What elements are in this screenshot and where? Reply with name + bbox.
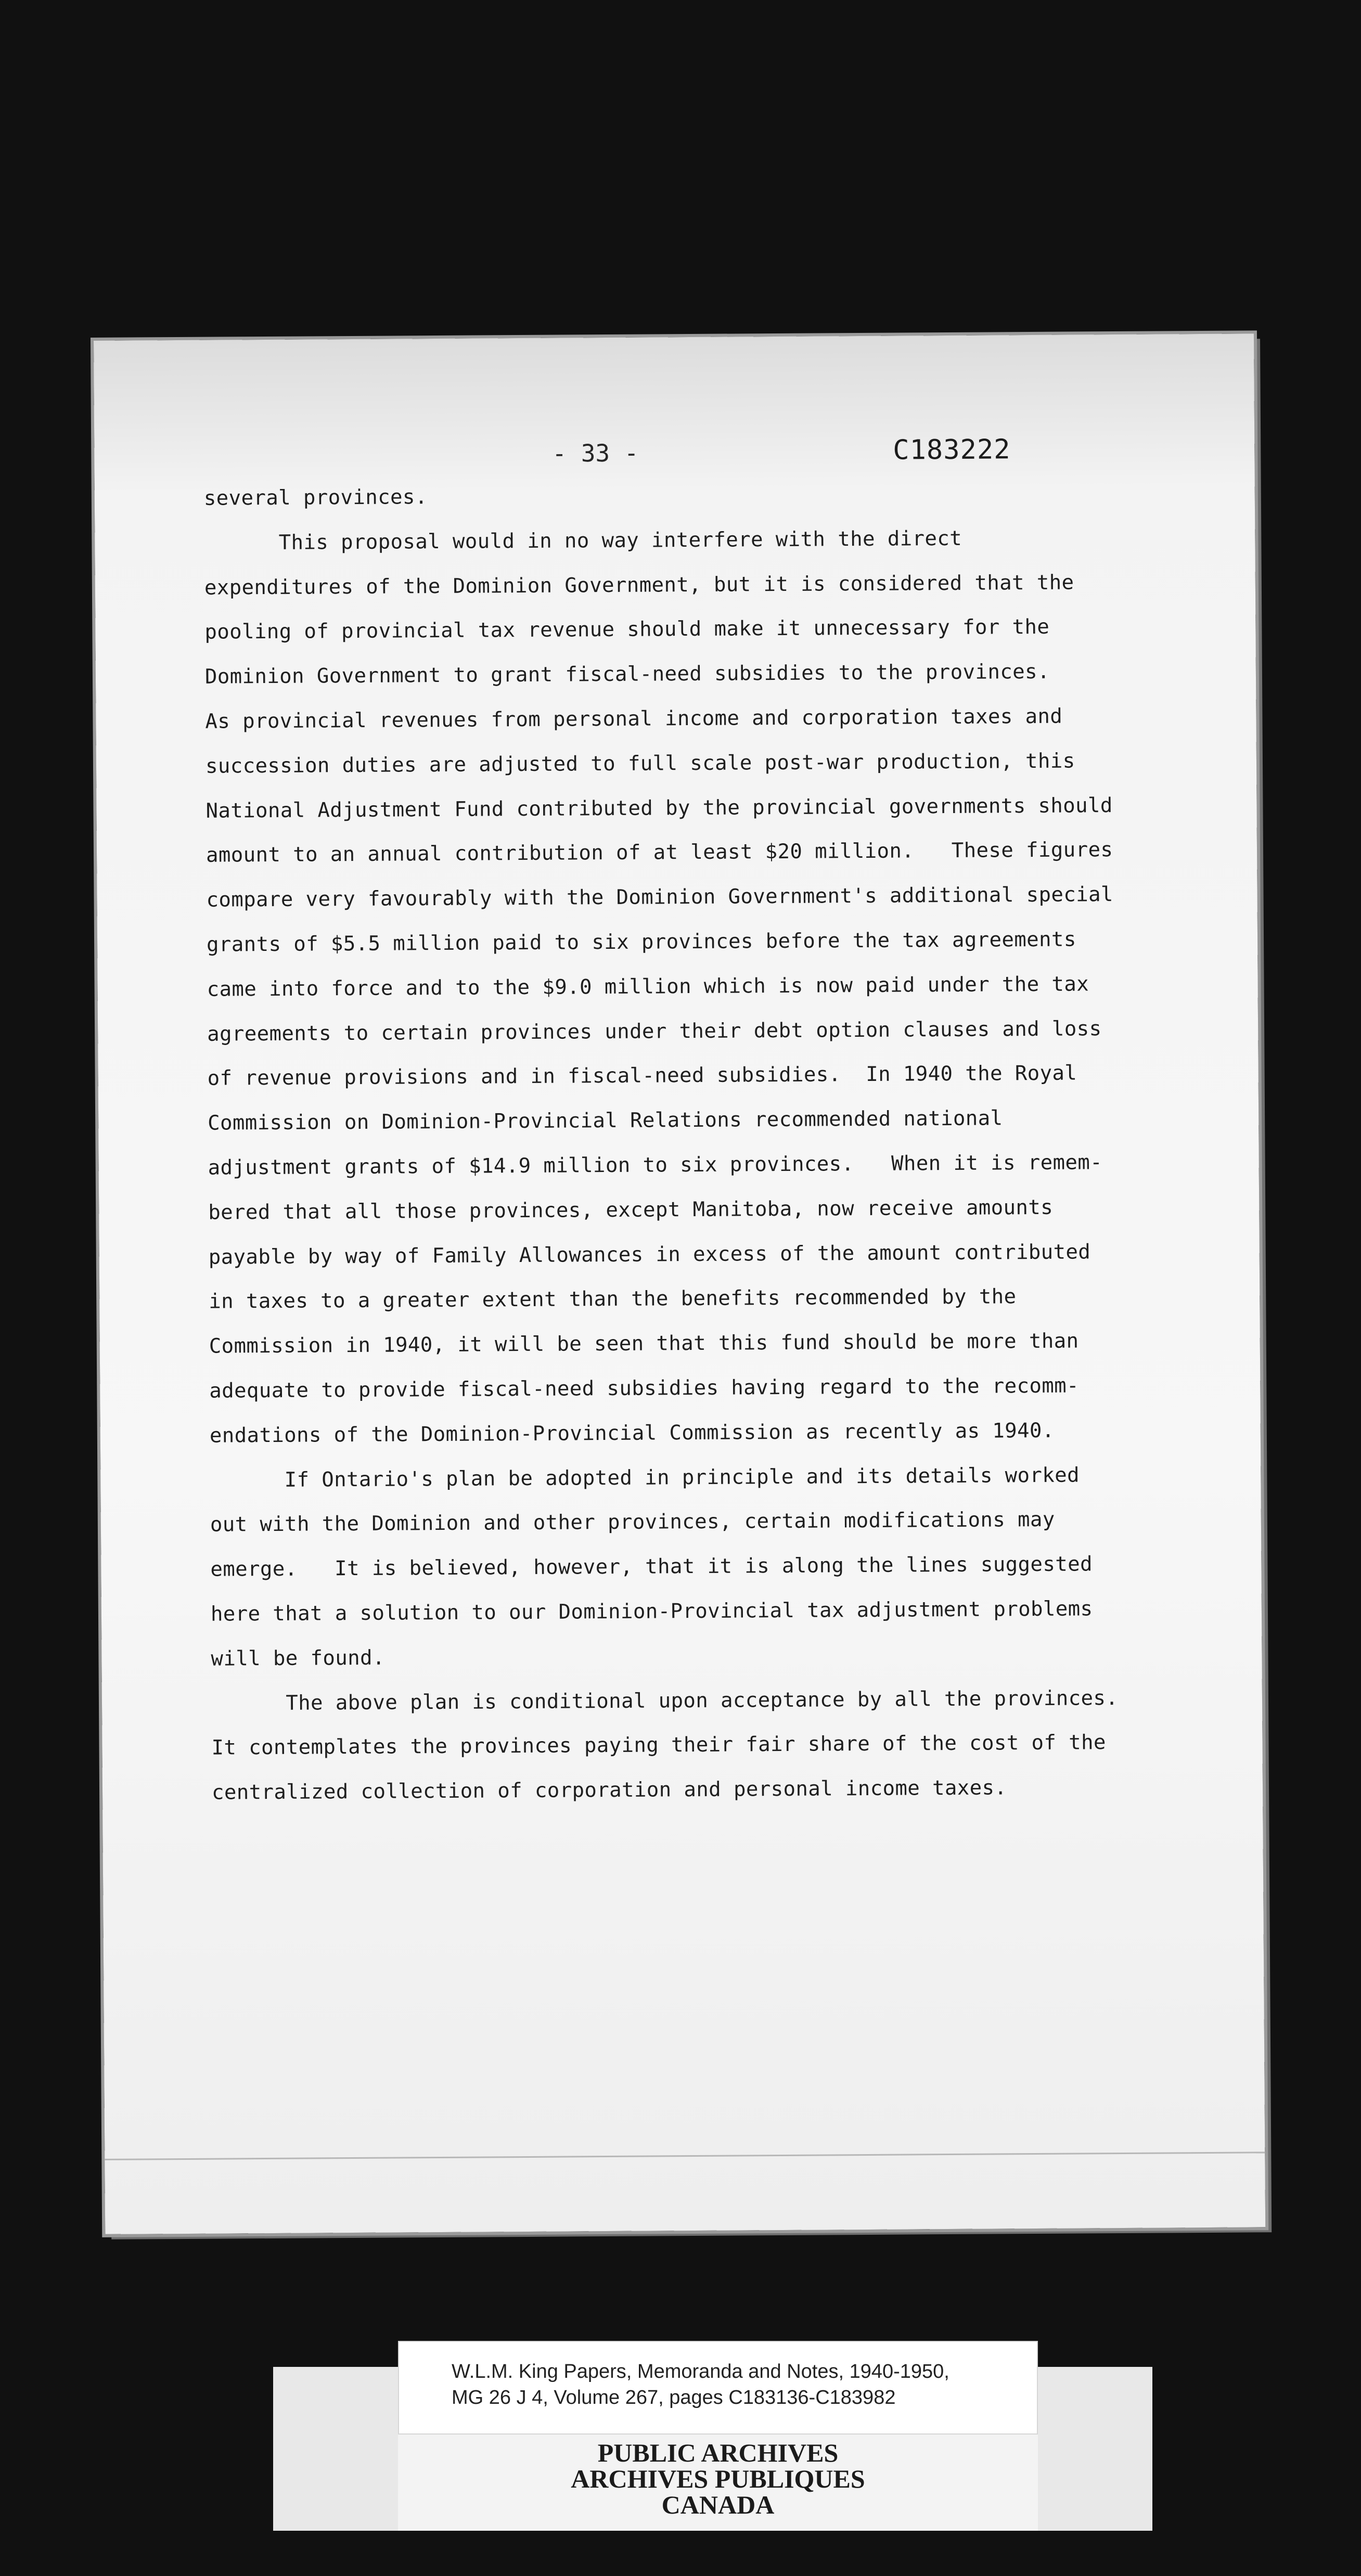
text-line: bered that all those provinces, except Manitoba, now receive amounts [208,1195,1054,1225]
text-line: National Adjustment Fund contributed by the provincial governments should [206,793,1113,823]
typed-memo-page [94,333,1265,2234]
archive-stamp-label [398,2435,1038,2531]
text-line: As provincial revenues from personal income and corporation taxes and [205,704,1063,733]
text-line: several provinces. [203,485,428,510]
archive-stamp-line-3: CANADA [661,2490,775,2519]
text-line: of revenue provisions and in fiscal-need subsidies. In 1940 the Royal [207,1061,1077,1091]
text-line: expenditures of the Dominion Government, but it is considered that the [204,571,1074,600]
text-line: adjustment grants of $14.9 million to six provinces. When it is remem- [208,1151,1103,1180]
text-line: This proposal would in no way interfere with the direct [204,526,962,555]
text-line: If Ontario's plan be adopted in principle and its details worked [210,1463,1080,1492]
archive-stamp-line-2: ARCHIVES PUBLIQUES [571,2464,865,2493]
text-line: in taxes to a greater extent than the benefits recommended by the [209,1285,1017,1314]
text-line: The above plan is conditional upon acceptance by all the provinces. [211,1686,1119,1716]
text-line: grants of $5.5 million paid to six provinces before the tax agreements [206,928,1076,957]
text-line: endations of the Dominion-Provincial Commission as recently as 1940. [209,1419,1055,1448]
text-line: Commission on Dominion-Provincial Relations recommended national [208,1106,1003,1135]
text-line: It contemplates the provinces paying their fair share of the cost of the [211,1731,1106,1760]
page-number: - 33 - [552,439,639,468]
archive-source-label [398,2341,1038,2435]
memo-body [204,470,1242,1815]
archive-stamp-line-1: PUBLIC ARCHIVES [597,2438,839,2467]
text-line: came into force and to the $9.0 million which is now paid under the tax [207,972,1089,1001]
text-line: out with the Dominion and other provinces, certain modifications may [210,1508,1055,1537]
page-bottom-rule [105,2152,1265,2160]
text-line: will be found. [211,1646,385,1671]
source-citation-line-1: W.L.M. King Papers, Memoranda and Notes, 1940-1950, [452,2361,949,2382]
text-line: compare very favourably with the Dominion Government's additional special [206,883,1113,912]
text-line: centralized collection of corporation and personal income taxes. [211,1776,1007,1805]
text-line: payable by way of Family Allowances in excess of the amount contributed [208,1240,1091,1269]
text-line: succession duties are adjusted to full scale post-war production, this [205,749,1075,778]
text-line: Dominion Government to grant fiscal-need subsidies to the provinces. [204,660,1050,689]
reference-number: C183222 [893,434,1011,466]
text-line: pooling of provincial tax revenue should make it unnecessary for the [204,615,1050,645]
text-line: amount to an annual contribution of at least $20 million. These figures [206,838,1113,868]
text-line: Commission in 1940, it will be seen that this fund should be more than [209,1329,1079,1358]
text-line: agreements to certain provinces under their debt option clauses and loss [207,1016,1102,1046]
text-line: emerge. It is believed, however, that it is along the lines suggested [210,1552,1093,1581]
text-line: here that a solution to our Dominion-Provincial tax adjustment problems [210,1597,1093,1626]
source-citation-line-2: MG 26 J 4, Volume 267, pages C183136-C183982 [452,2387,896,2408]
text-line: adequate to provide fiscal-need subsidies having regard to the recomm- [209,1374,1080,1403]
